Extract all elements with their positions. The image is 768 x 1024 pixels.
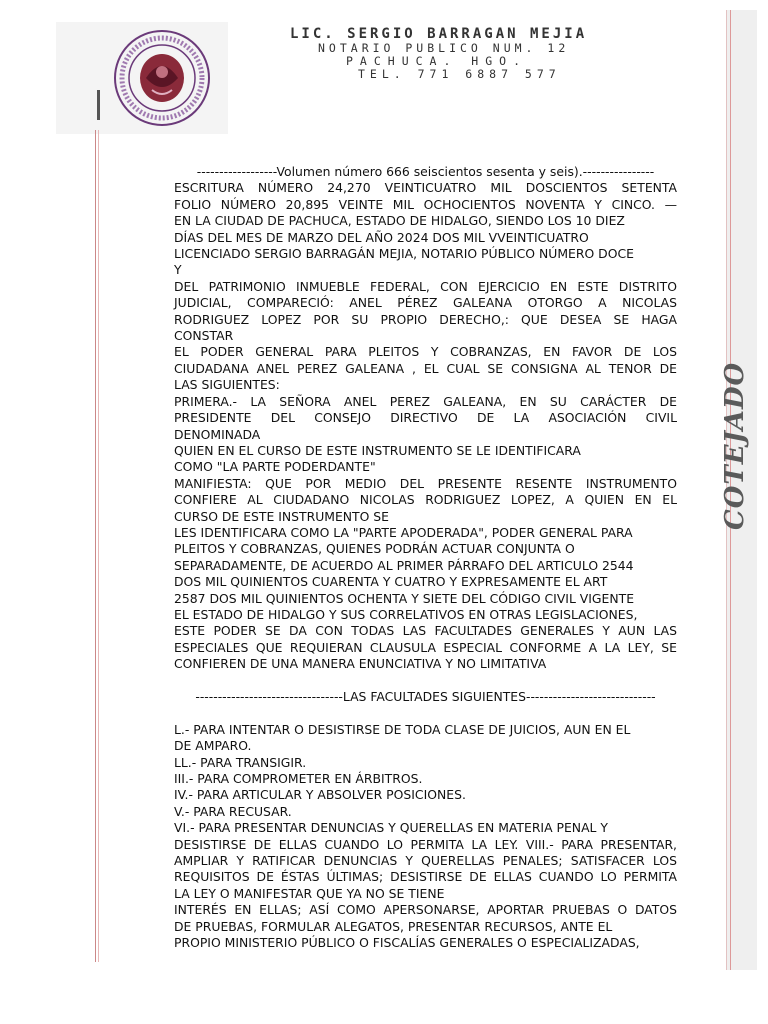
left-margin-line	[95, 130, 96, 962]
text-line: CURSO DE ESTE INSTRUMENTO SE	[174, 508, 390, 524]
text-line: EN LA CIUDAD DE PACHUCA, ESTADO DE HIDALGO, SIENDO LOS 10 DIEZ	[174, 213, 625, 229]
text-line: EL PODER GENERAL PARA PLEITOS Y COBRANZAS, EN FAVOR DE LOS	[174, 344, 677, 360]
text-line: COMO "LA PARTE PODERDANTE"	[174, 459, 376, 475]
text-line: LA LEY O MANIFESTAR QUE YA NO SE TIENE	[174, 885, 445, 901]
notary-seal-icon	[112, 28, 212, 128]
text-line: CIUDADANA ANEL PEREZ GALEANA , EL CUAL SE CONSIGNA AL TENOR DE	[174, 360, 677, 376]
text-line: ---------------------------------LAS FACULTADES SIGUIENTES-----------------------------	[195, 688, 656, 704]
text-line: PRIMERA.- LA SEÑORA ANEL PEREZ GALEANA, EN SU CARÁCTER DE	[174, 393, 677, 409]
text-line: CONSTAR	[174, 328, 234, 344]
text-line: PRESIDENTE DEL CONSEJO DIRECTIVO DE LA ASOCIACIÓN CIVIL	[174, 410, 677, 426]
text-line: LL.- PARA TRANSIGIR.	[174, 754, 307, 770]
blank-line	[174, 705, 677, 721]
text-line: V.- PARA RECUSAR.	[174, 803, 292, 819]
notary-title: NOTARIO PUBLICO NUM. 12	[318, 41, 570, 55]
blank-line	[174, 673, 677, 689]
text-line: VI.- PARA PRESENTAR DENUNCIAS Y QUERELLAS EN MATERIA PENAL Y	[174, 820, 608, 836]
text-line: DÍAS DEL MES DE MARZO DEL AÑO 2024 DOS MIL VVEINTICUATRO	[174, 229, 589, 245]
text-line: LAS SIGUIENTES:	[174, 377, 280, 393]
text-line: PROPIO MINISTERIO PÚBLICO O FISCALÍAS GENERALES O ESPECIALIZADAS,	[174, 935, 640, 951]
text-line: MANIFIESTA: QUE POR MEDIO DEL PRESENTE RESENTE INSTRUMENTO	[174, 475, 677, 491]
text-line: ------------------Volumen número 666 seiscientos sesenta y seis).----------------	[196, 164, 655, 179]
cotejado-stamp: COTEJADO	[720, 361, 750, 530]
left-margin-line-inner	[98, 130, 99, 962]
text-line: ESTE PODER SE DA CON TODAS LAS FACULTADES GENERALES Y AUN LAS	[174, 623, 677, 639]
text-line: QUIEN EN EL CURSO DE ESTE INSTRUMENTO SE LE IDENTIFICARA	[174, 442, 581, 458]
text-line: CONFIERE AL CIUDADANO NICOLAS RODRIGUEZ LOPEZ, A QUIEN EN EL	[174, 492, 677, 508]
text-line: JUDICIAL, COMPARECIÓ: ANEL PÉREZ GALEANA OTORGO A NICOLAS	[174, 295, 677, 311]
text-line: DESISTIRSE DE ELLAS CUANDO LO PERMITA LA LEY. VIII.- PARA PRESENTAR,	[174, 836, 677, 852]
notary-city: PACHUCA. HGO.	[346, 54, 528, 68]
text-line: RODRIGUEZ LOPEZ POR SU PROPIO DERECHO,: QUE DESEA SE HAGA	[174, 311, 677, 327]
text-line: AMPLIAR Y RATIFICAR DENUNCIAS Y QUERELLAS PENALES; SATISFACER LOS	[174, 853, 677, 869]
text-line: 2587 DOS MIL QUINIENTOS OCHENTA Y SIETE DEL CÓDIGO CIVIL VIGENTE	[174, 590, 635, 606]
notary-seal-area	[56, 22, 228, 134]
text-line: DEL PATRIMONIO INMUEBLE FEDERAL, CON EJERCICIO EN ESTE DISTRITO	[174, 278, 677, 294]
text-line: PLEITOS Y COBRANZAS, QUIENES PODRÁN ACTUAR CONJUNTA O	[174, 541, 575, 557]
text-line: DENOMINADA	[174, 426, 261, 442]
text-line: DOS MIL QUINIENTOS CUARENTA Y CUATRO Y EXPRESAMENTE EL ART	[174, 574, 608, 590]
text-line: LICENCIADO SERGIO BARRAGÁN MEJIA, NOTARIO PÚBLICO NÚMERO DOCE	[174, 246, 634, 262]
text-line: DE PRUEBAS, FORMULAR ALEGATOS, PRESENTAR RECURSOS, ANTE EL	[174, 918, 613, 934]
text-line: SEPARADAMENTE, DE ACUERDO AL PRIMER PÁRRAFO DEL ARTICULO 2544	[174, 557, 634, 573]
text-line: ESPECIALES QUE REQUIERAN CLAUSULA ESPECIAL CONFORME A LA LEY, SE	[174, 639, 677, 655]
notary-letterhead	[290, 26, 620, 81]
notary-phone: TEL. 771 6887 577	[358, 67, 561, 81]
text-line: Y	[174, 262, 182, 278]
text-line: CONFIEREN DE UNA MANERA ENUNCIATIVA Y NO LIMITATIVA	[174, 656, 547, 672]
notary-name: LIC. SERGIO BARRAGAN MEJIA	[290, 26, 588, 42]
text-line: ESCRITURA NÚMERO 24,270 VEINTICUATRO MIL DOSCIENTOS SETENTA	[174, 180, 677, 196]
text-line: EL ESTADO DE HIDALGO Y SUS CORRELATIVOS EN OTRAS LEGISLACIONES,	[174, 606, 638, 622]
text-line: REQUISITOS DE ÉSTAS ÚLTIMAS; DESISTIRSE DE ELLAS CUANDO LO PERMITA	[174, 869, 677, 885]
text-line: FOLIO NÚMERO 20,895 VEINTE MIL OCHOCIENTOS NOVENTA Y CINCO. —	[174, 196, 677, 212]
document-body	[174, 164, 677, 951]
text-line: L.- PARA INTENTAR O DESISTIRSE DE TODA CLASE DE JUICIOS, AUN EN EL	[174, 721, 631, 737]
margin-mark	[97, 90, 100, 120]
text-line: INTERÉS EN ELLAS; ASÍ COMO APERSONARSE, APORTAR PRUEBAS O DATOS	[174, 902, 677, 918]
text-line: DE AMPARO.	[174, 738, 252, 754]
text-line: LES IDENTIFICARA COMO LA "PARTE APODERADA", PODER GENERAL PARA	[174, 524, 633, 540]
text-line: III.- PARA COMPROMETER EN ÁRBITROS.	[174, 771, 423, 786]
text-line: IV.- PARA ARTICULAR Y ABSOLVER POSICIONES.	[174, 787, 466, 803]
